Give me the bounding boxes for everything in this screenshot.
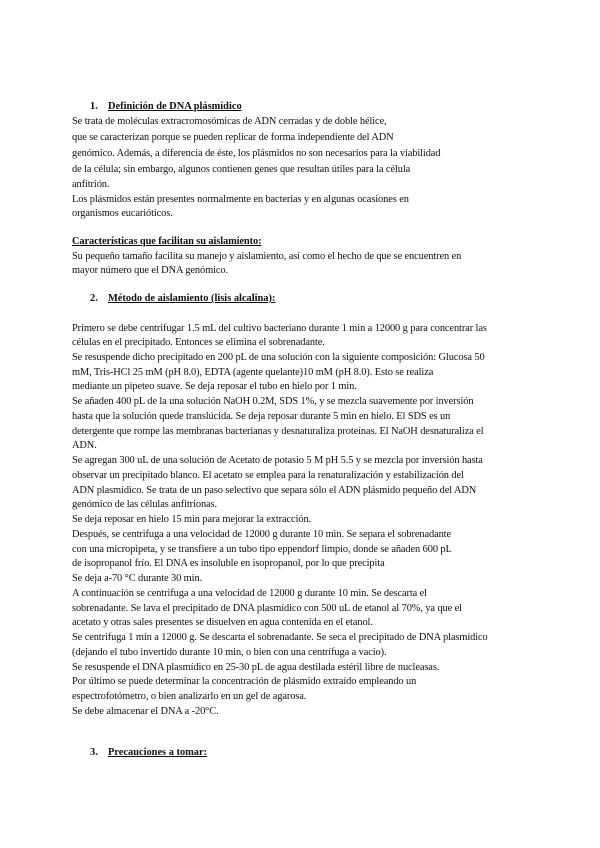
section-1-line: anfitrión. [72, 179, 110, 190]
features-line: Su pequeño tamaño facilita su manejo y aislamiento, así como el hecho de que se encuentren en [72, 251, 462, 262]
section-3-heading [90, 747, 207, 758]
method-line: de isopropanol frío. El DNA es insoluble en isopropanol, por lo que precipita [72, 558, 385, 569]
method-line: ADN. [72, 440, 97, 451]
method-line: (dejando el tubo invertido durante 10 min, o bien con una centrífuga a vacío). [72, 647, 387, 658]
section-1-number: 1. [90, 101, 98, 112]
section-1-line: de la célula; sin embargo, algunos contienen genes que resultan útiles para la célula [72, 164, 411, 175]
method-line: Después, se centrifuga a una velocidad de 12000 g durante 10 min. Se separa el sobrenadante [72, 529, 451, 540]
section-1-line: organismos eucarióticos. [72, 208, 173, 219]
method-line: Se debe almacenar el DNA a -20°C. [72, 706, 219, 717]
method-line: observar un precipitado blanco. El acetato se emplea para la renaturalización y estabilización del [72, 470, 464, 481]
method-line: Primero se debe centrifugar 1.5 mL del cultivo bacteriano durante 1 min a 12000 g para concentrar las [72, 323, 487, 334]
method-line: acetato y otras sales presentes se disuelven en agua contenida en el etanol. [72, 617, 373, 628]
section-1-line: genómico. Además, a diferencia de éste, los plásmidos no son necesarios para la viabilidad [72, 148, 441, 159]
features-line: mayor número que el DNA genómico. [72, 265, 228, 276]
section-3-number: 3. [90, 747, 98, 758]
method-line: espectrofotómetro, o bien analizarlo en un gel de agarosa. [72, 691, 307, 702]
method-line: con una micropipeta, y se transfiere a un tubo tipo eppendorf limpio, donde se añaden 600 pL [72, 544, 452, 555]
section-1-line: Se trata de moléculas extracromosómicas de ADN cerradas y de doble hélice, [72, 116, 387, 127]
section-2-number: 2. [90, 293, 98, 304]
section-1-title: Definición de DNA plásmídico [108, 101, 242, 112]
method-line: mediante un pipeteo suave. Se deja reposar el tubo en hielo por 1 min. [72, 381, 357, 392]
section-2-heading [90, 293, 275, 304]
method-line: Se deja a-70 °C durante 30 min. [72, 573, 203, 584]
section-1-line: Los plásmidos están presentes normalmente en bacterias y en algunas ocasiones en [72, 194, 409, 205]
section-1-heading [90, 101, 242, 112]
method-line: detergente que rompe las membranas bacterianas y desnaturaliza proteínas. El NaOH desnaturaliza el [72, 426, 484, 437]
method-line: hasta que la solución quede translúcida. Se deja reposar durante 5 min en hielo. El SDS es un [72, 411, 451, 422]
method-line: genómico de las células anfitrionas. [72, 499, 217, 510]
method-line: Se centrifuga 1 min a 12000 g. Se descarta el sobrenadante. Se seca el precipitado de DNA plasmídico [72, 632, 488, 643]
method-line: células en el precipitado. Entonces se elimina el sobrenadante. [72, 337, 325, 348]
features-heading: Características que facilitan su aislamiento: [72, 236, 262, 247]
method-line: Se resuspende dicho precipitado en 200 pL de una solución con la siguiente composición: Glucosa 50 [72, 352, 485, 363]
method-line: Se añaden 400 pL de la una solución NaOH 0.2M, SDS 1%, y se mezcla suavemente por inversión [72, 396, 474, 407]
method-line: mM, Tris-HCl 25 mM (pH 8.0), EDTA (agente quelante)10 mM (pH 8.0). Esto se realiza [72, 367, 434, 378]
section-2-title: Método de aislamiento (lisis alcalina): [108, 293, 276, 304]
method-line: Se deja reposar en hielo 15 min para mejorar la extracción. [72, 514, 312, 525]
section-3-title: Precauciones a tomar: [108, 747, 208, 758]
method-line: A continuación se centrifuga a una velocidad de 12000 g durante 10 min. Se descarta el [72, 588, 427, 599]
method-line: ADN plasmídico. Se trata de un paso selectivo que separa sólo el ADN plásmido pequeño del ADN [72, 485, 477, 496]
method-line: Se agregan 300 uL de una solución de Acetato de potasio 5 M pH 5.5 y se mezcla por inversión hasta [72, 455, 483, 466]
method-line: Por último se puede determinar la concentración de plásmido extraído empleando un [72, 676, 417, 687]
method-line: Se resuspende el DNA plasmídico en 25-30 pL de agua destilada estéril libre de nucleasas. [72, 662, 440, 673]
method-line: sobrenadante. Se lava el precipitado de DNA plasmídico con 500 uL de etanol al 70%, ya que el [72, 603, 462, 614]
section-1-line: que se caracterizan porque se pueden replicar de forma independiente del ADN [72, 132, 394, 143]
